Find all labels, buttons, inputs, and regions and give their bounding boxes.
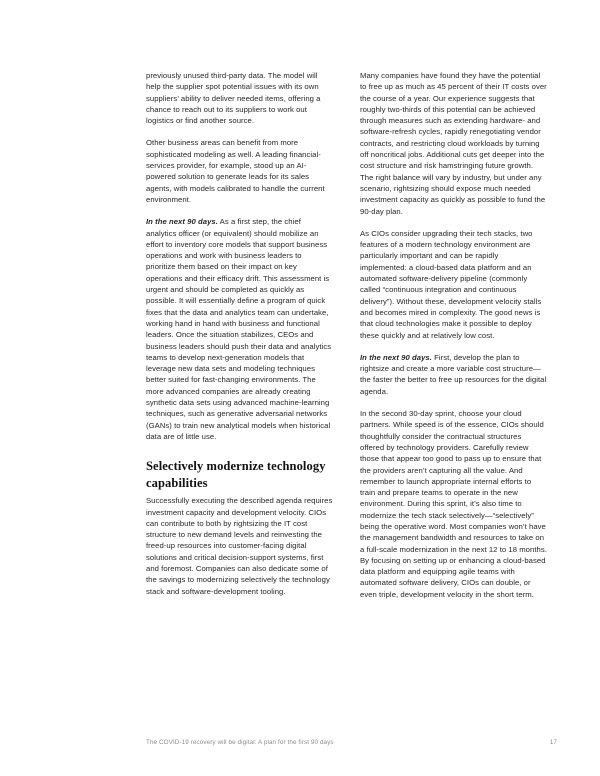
paragraph-text: As CIOs consider upgrading their tech stacks, two features of a modern technology environment are particularly important and can be rapidly implemented: a cloud-based data platform and an automated software-delivery pipeline (commonly called “continuous integration and continuous delivery”). Without these, development velocity stalls and becomes mired in complexity. The good news is that cloud technologies make it possible to deploy these quickly and at relatively low cost. bbox=[360, 228, 542, 340]
right-paragraph-4 bbox=[360, 408, 547, 600]
paragraph-text: First, develop the plan to rightsize and create a more variable cost structure—the faster the better to free up resources for the digital agenda. bbox=[360, 352, 547, 396]
paragraph-text: previously unused third-party data. The model will help the supplier spot potential issues with its own suppliers’ ability to deliver needed items, offering a chance to reach out to its suppliers to work out logistics or find another source. bbox=[146, 71, 321, 126]
paragraph-lead-in: In the next 90 days. bbox=[146, 217, 218, 227]
right-paragraph-1 bbox=[360, 70, 547, 217]
left-paragraph-2 bbox=[146, 137, 333, 205]
paragraph-text: As a first step, the chief analytics officer (or equivalent) should mobilize an effort to inventory core models that support business operations and work with business leaders to prioritize them based on their impact on key operations and their efficacy drift. This assessment is urgent and should be completed as quickly as possible. It will essentially define a program of quick fixes that the data and analytics team can undertake, working hand in hand with business and functional leaders. Once the situation stabilizes, CEOs and business leaders should push their data and analytics teams to develop next-generation models that leverage new data sets and modeling techniques better suited for fast-changing environments. The more advanced companies are already creating synthetic data sets using advanced machine-learning techniques, such as generative adversarial networks (GANs) to train new analytical models when historical data are of little use. bbox=[146, 217, 332, 441]
paragraph-text: Other business areas can benefit from more sophisticated modeling as well. A leading financial-services provider, for example, stood up an AI-powered solution to generate leads for its sales agents, with models calibrated to handle the current environment. bbox=[146, 138, 325, 204]
right-paragraph-3 bbox=[360, 352, 547, 397]
paragraph-lead-in: In the next 90 days. bbox=[360, 352, 432, 362]
right-column bbox=[360, 70, 547, 611]
two-column-text-block bbox=[146, 70, 547, 611]
page-footer bbox=[146, 739, 557, 747]
paragraph-text: Successfully executing the described agenda requires investment capacity and development velocity. CIOs can contribute to both by rightsizing the IT cost structure to new demand levels and reinvesting the freed-up resources into customer-facing digital solutions and critical decision-support systems, first and foremost. Companies can also dedicate some of the savings to modernizing selectively the technology stack and software-development tooling. bbox=[146, 496, 333, 596]
running-title: The COVID-19 recovery will be digital: A plan for the first 90 days bbox=[146, 739, 334, 746]
left-paragraph-1 bbox=[146, 70, 333, 126]
section-heading: Selectively modernize technology capabilities bbox=[146, 459, 326, 490]
paragraph-text: In the second 30-day sprint, choose your cloud partners. While speed is of the essence, CIOs should thoughtfully consider the contractual structures offered by technology providers. Carefully review those that appear too good to pass up to ensure that the providers aren’t capturing all the value. And remember to launch appropriate internal efforts to train and prepare teams to operate in the new environment. During this sprint, it’s also time to modernize the tech stack selectively—“selectively” being the operative word. Most companies won’t have the management bandwidth and resources to take on a full-scale modernization in the next 12 to 18 months. By focusing on setting up or enhancing a cloud-based data platform and equipping agile teams with automated software delivery, CIOs can double, or even triple, development velocity in the short term. bbox=[360, 409, 547, 599]
right-paragraph-2 bbox=[360, 228, 547, 341]
left-paragraph-3 bbox=[146, 216, 333, 442]
page-number: 17 bbox=[549, 739, 557, 746]
left-paragraph-4 bbox=[146, 495, 333, 597]
paragraph-text: Many companies have found they have the potential to free up as much as 45 percent of their IT costs over the course of a year. Our experience suggests that roughly two-thirds of this potential can be achieved through measures such as extending hardware- and software-refresh cycles, rapidly renegotiating vendor contracts, and restricting cloud workloads by turning off noncritical jobs. Additional cuts get deeper into the cost structure and risk hamstringing future growth. The right balance will vary by industry, but under any scenario, rightsizing should expose much needed investment capacity as quickly as possible to fund the 90-day plan. bbox=[360, 71, 547, 216]
left-column bbox=[146, 70, 333, 611]
